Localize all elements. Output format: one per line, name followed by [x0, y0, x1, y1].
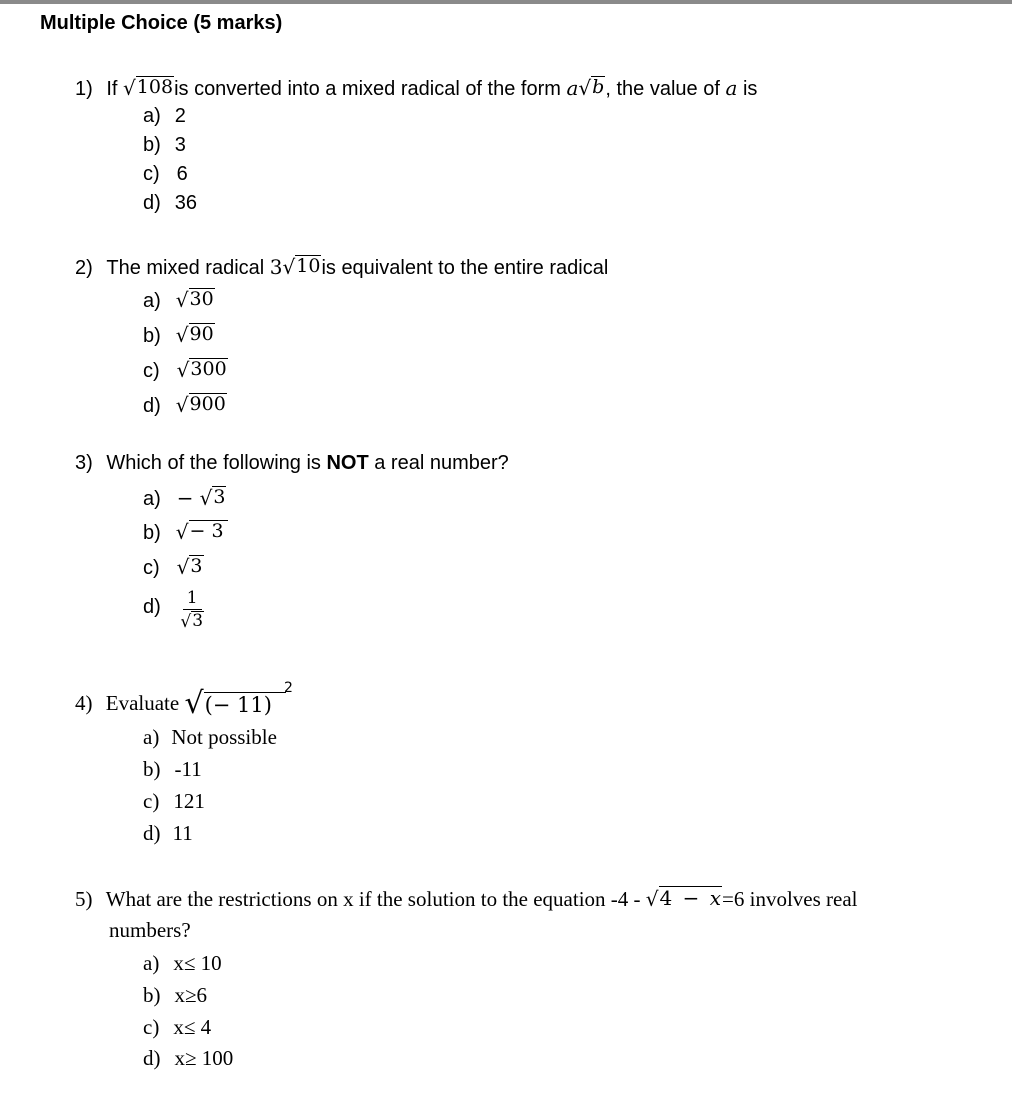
- option-c[interactable]: c) x≤ 4: [143, 1015, 212, 1039]
- radical: √ 4 − x: [645, 886, 722, 911]
- radical: √ 300: [176, 357, 227, 382]
- question-number: 2): [75, 257, 93, 279]
- radical: √ 3: [176, 554, 203, 579]
- radical: √ − 3: [176, 520, 228, 542]
- radical: √ 3: [199, 486, 226, 510]
- question-5-text: 5) What are the restrictions on x if the solution to the equation -4 - √ 4 − x =6 involves real: [75, 886, 858, 911]
- emphasis-not: NOT: [326, 452, 369, 474]
- option-a[interactable]: a) − √ 3: [143, 486, 226, 510]
- question-3-text: 3) Which of the following is NOT a real number?: [75, 452, 509, 474]
- radical: √ b: [578, 76, 605, 100]
- option-b[interactable]: b) √ 90: [143, 322, 214, 347]
- radical: √ 30: [175, 287, 214, 312]
- question-number: 1): [75, 78, 93, 100]
- top-border: [0, 0, 1012, 4]
- option-b[interactable]: b) √ − 3: [143, 520, 228, 545]
- radical: √ 900: [175, 392, 226, 417]
- option-b[interactable]: b) x≥6: [143, 983, 208, 1007]
- option-a[interactable]: a) x≤ 10: [143, 951, 222, 975]
- question-number: 5): [75, 887, 93, 911]
- question-4-text: 4) Evaluate √ (− 11) $^2$: [75, 680, 293, 721]
- fraction: 1 √ 3: [180, 588, 204, 632]
- option-a[interactable]: a) 2: [143, 105, 186, 127]
- option-c[interactable]: c) 121: [143, 789, 205, 813]
- option-d[interactable]: d) 36: [143, 192, 198, 214]
- option-d[interactable]: d) x≥ 100: [143, 1046, 234, 1070]
- radical: √ 90: [175, 322, 214, 347]
- question-5-text-line2: numbers?: [109, 918, 191, 942]
- radical: √ 108: [123, 76, 174, 100]
- option-a[interactable]: a) √ 30: [143, 287, 214, 312]
- radical: √ 10: [282, 255, 321, 279]
- section-heading: Multiple Choice (5 marks): [40, 12, 283, 34]
- question-1-text: 1) If √ 108 is converted into a mixed radical of the form a √ b , the value of a is: [75, 76, 758, 100]
- option-a[interactable]: a) Not possible: [143, 725, 277, 749]
- question-2-text: 2) The mixed radical 3 √ 10 is equivalent to the entire radical: [75, 255, 609, 279]
- exponent: 2: [283, 680, 293, 696]
- option-b[interactable]: b) -11: [143, 757, 202, 781]
- option-b[interactable]: b) 3: [143, 134, 186, 156]
- option-c[interactable]: c) √ 300: [143, 357, 227, 382]
- option-d[interactable]: d) 1 √ 3: [143, 588, 204, 632]
- option-d[interactable]: d) 11: [143, 821, 193, 845]
- radical: √ (− 11): [184, 686, 286, 716]
- question-number: 4): [75, 691, 93, 715]
- option-d[interactable]: d) √ 900: [143, 392, 226, 417]
- radical: √ 3: [180, 611, 204, 632]
- option-c[interactable]: c) 6: [143, 163, 188, 185]
- option-c[interactable]: c) √ 3: [143, 554, 203, 579]
- question-number: 3): [75, 452, 93, 474]
